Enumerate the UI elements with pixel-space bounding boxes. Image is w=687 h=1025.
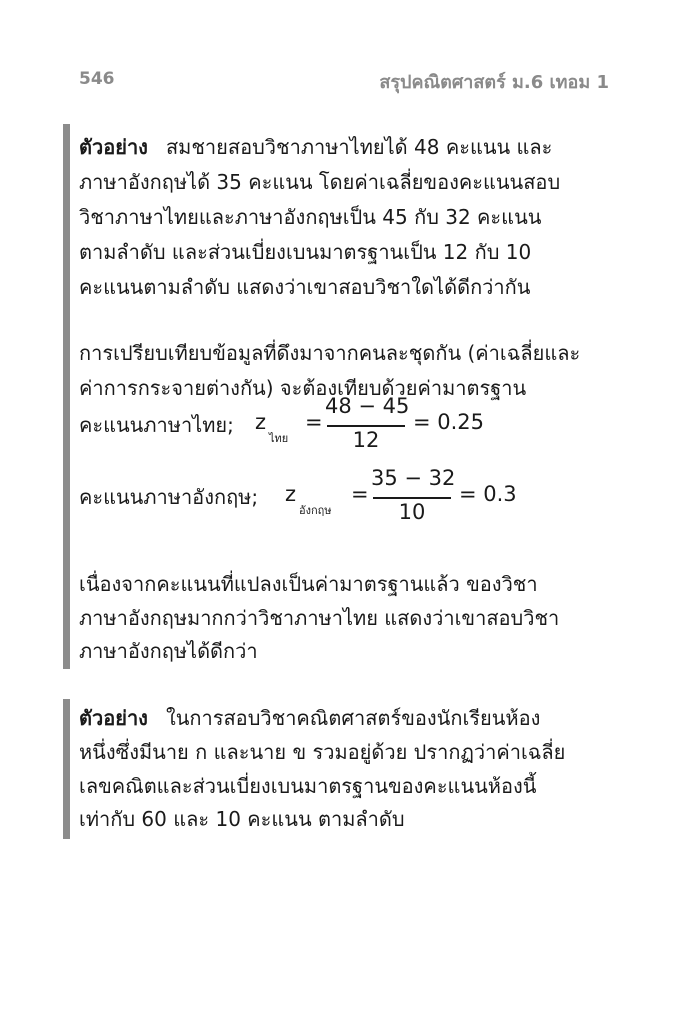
example-1-line-1 (79, 134, 552, 160)
example-1-line-4: ตามลำดับ และส่วนเบี่ยงเบนมาตรฐานเป็น 12 กับ 10 (79, 240, 532, 264)
example-1-block (63, 124, 623, 669)
example-2-block (63, 699, 623, 839)
conclusion-line-1: เนื่องจากคะแนนที่แปลงเป็นค่ามาตรฐานแล้ว ของวิชา (79, 572, 538, 596)
example-1-line-3: วิชาภาษาไทยและภาษาอังกฤษเป็น 45 กับ 32 คะแนน (79, 205, 542, 229)
conclusion-line-3: ภาษาอังกฤษได้ดีกว่า (79, 639, 258, 663)
english-denominator: 10 (398, 500, 426, 524)
english-zscore-equation (79, 468, 599, 528)
english-equals: = (351, 482, 369, 506)
thai-zscore-equation (79, 396, 599, 456)
english-numerator: 35 − 32 (371, 466, 456, 490)
english-z-subscript: อังกฤษ (299, 504, 332, 517)
example-1-line-2: ภาษาอังกฤษได้ 35 คะแนน โดยค่าเฉลี่ยของคะแนนสอบ (79, 170, 561, 194)
thai-z-symbol: z (255, 410, 267, 434)
thai-result: = 0.25 (413, 410, 485, 434)
thai-z-subscript: ไทย (269, 432, 289, 445)
conclusion-line-2: ภาษาอังกฤษมากกว่าวิชาภาษาไทย แสดงว่าเขาสอบวิชา (79, 606, 560, 630)
example-1-line-5: คะแนนตามลำดับ แสดงว่าเขาสอบวิชาใดได้ดีกว่ากัน (79, 275, 531, 299)
example-1-text-1: สมชายสอบวิชาภาษาไทยได้ 48 คะแนน และ (165, 135, 553, 159)
thai-numerator: 48 − 45 (325, 394, 410, 418)
example-2-line-1 (79, 705, 540, 731)
english-prefix: คะแนนภาษาอังกฤษ; (79, 485, 259, 509)
solution-line-2: ค่าการกระจายต่างกัน) จะต้องเทียบด้วยค่ามาตรฐาน (79, 376, 527, 400)
book-title: สรุปคณิตศาสตร์ ม.6 เทอม 1 (379, 72, 609, 93)
example-2-bar (63, 699, 70, 839)
example-1-label: ตัวอย่าง (79, 135, 148, 159)
example-2-line-2: หนึ่งซึ่งมีนาย ก และนาย ข รวมอยู่ด้วย ปรากฏว่าค่าเฉลี่ย (79, 740, 566, 764)
thai-fraction-line (327, 425, 405, 427)
solution-line-1: การเปรียบเทียบข้อมูลที่ดึงมาจากคนละชุดกัน (ค่าเฉลี่ยและ (79, 341, 581, 365)
example-1-bar (63, 124, 70, 669)
english-fraction-line (373, 497, 451, 499)
thai-prefix: คะแนนภาษาไทย; (79, 413, 234, 437)
example-2-line-4: เท่ากับ 60 และ 10 คะแนน ตามลำดับ (79, 807, 405, 831)
page-number: 546 (79, 69, 115, 89)
english-result: = 0.3 (459, 482, 517, 506)
thai-equals: = (305, 410, 323, 434)
english-z-symbol: z (285, 482, 297, 506)
example-2-text-1: ในการสอบวิชาคณิตศาสตร์ของนักเรียนห้อง (165, 706, 541, 730)
example-2-label: ตัวอย่าง (79, 706, 148, 730)
example-2-line-3: เลขคณิตและส่วนเบี่ยงเบนมาตรฐานของคะแนนห้องนี้ (79, 774, 537, 798)
thai-denominator: 12 (352, 428, 380, 452)
